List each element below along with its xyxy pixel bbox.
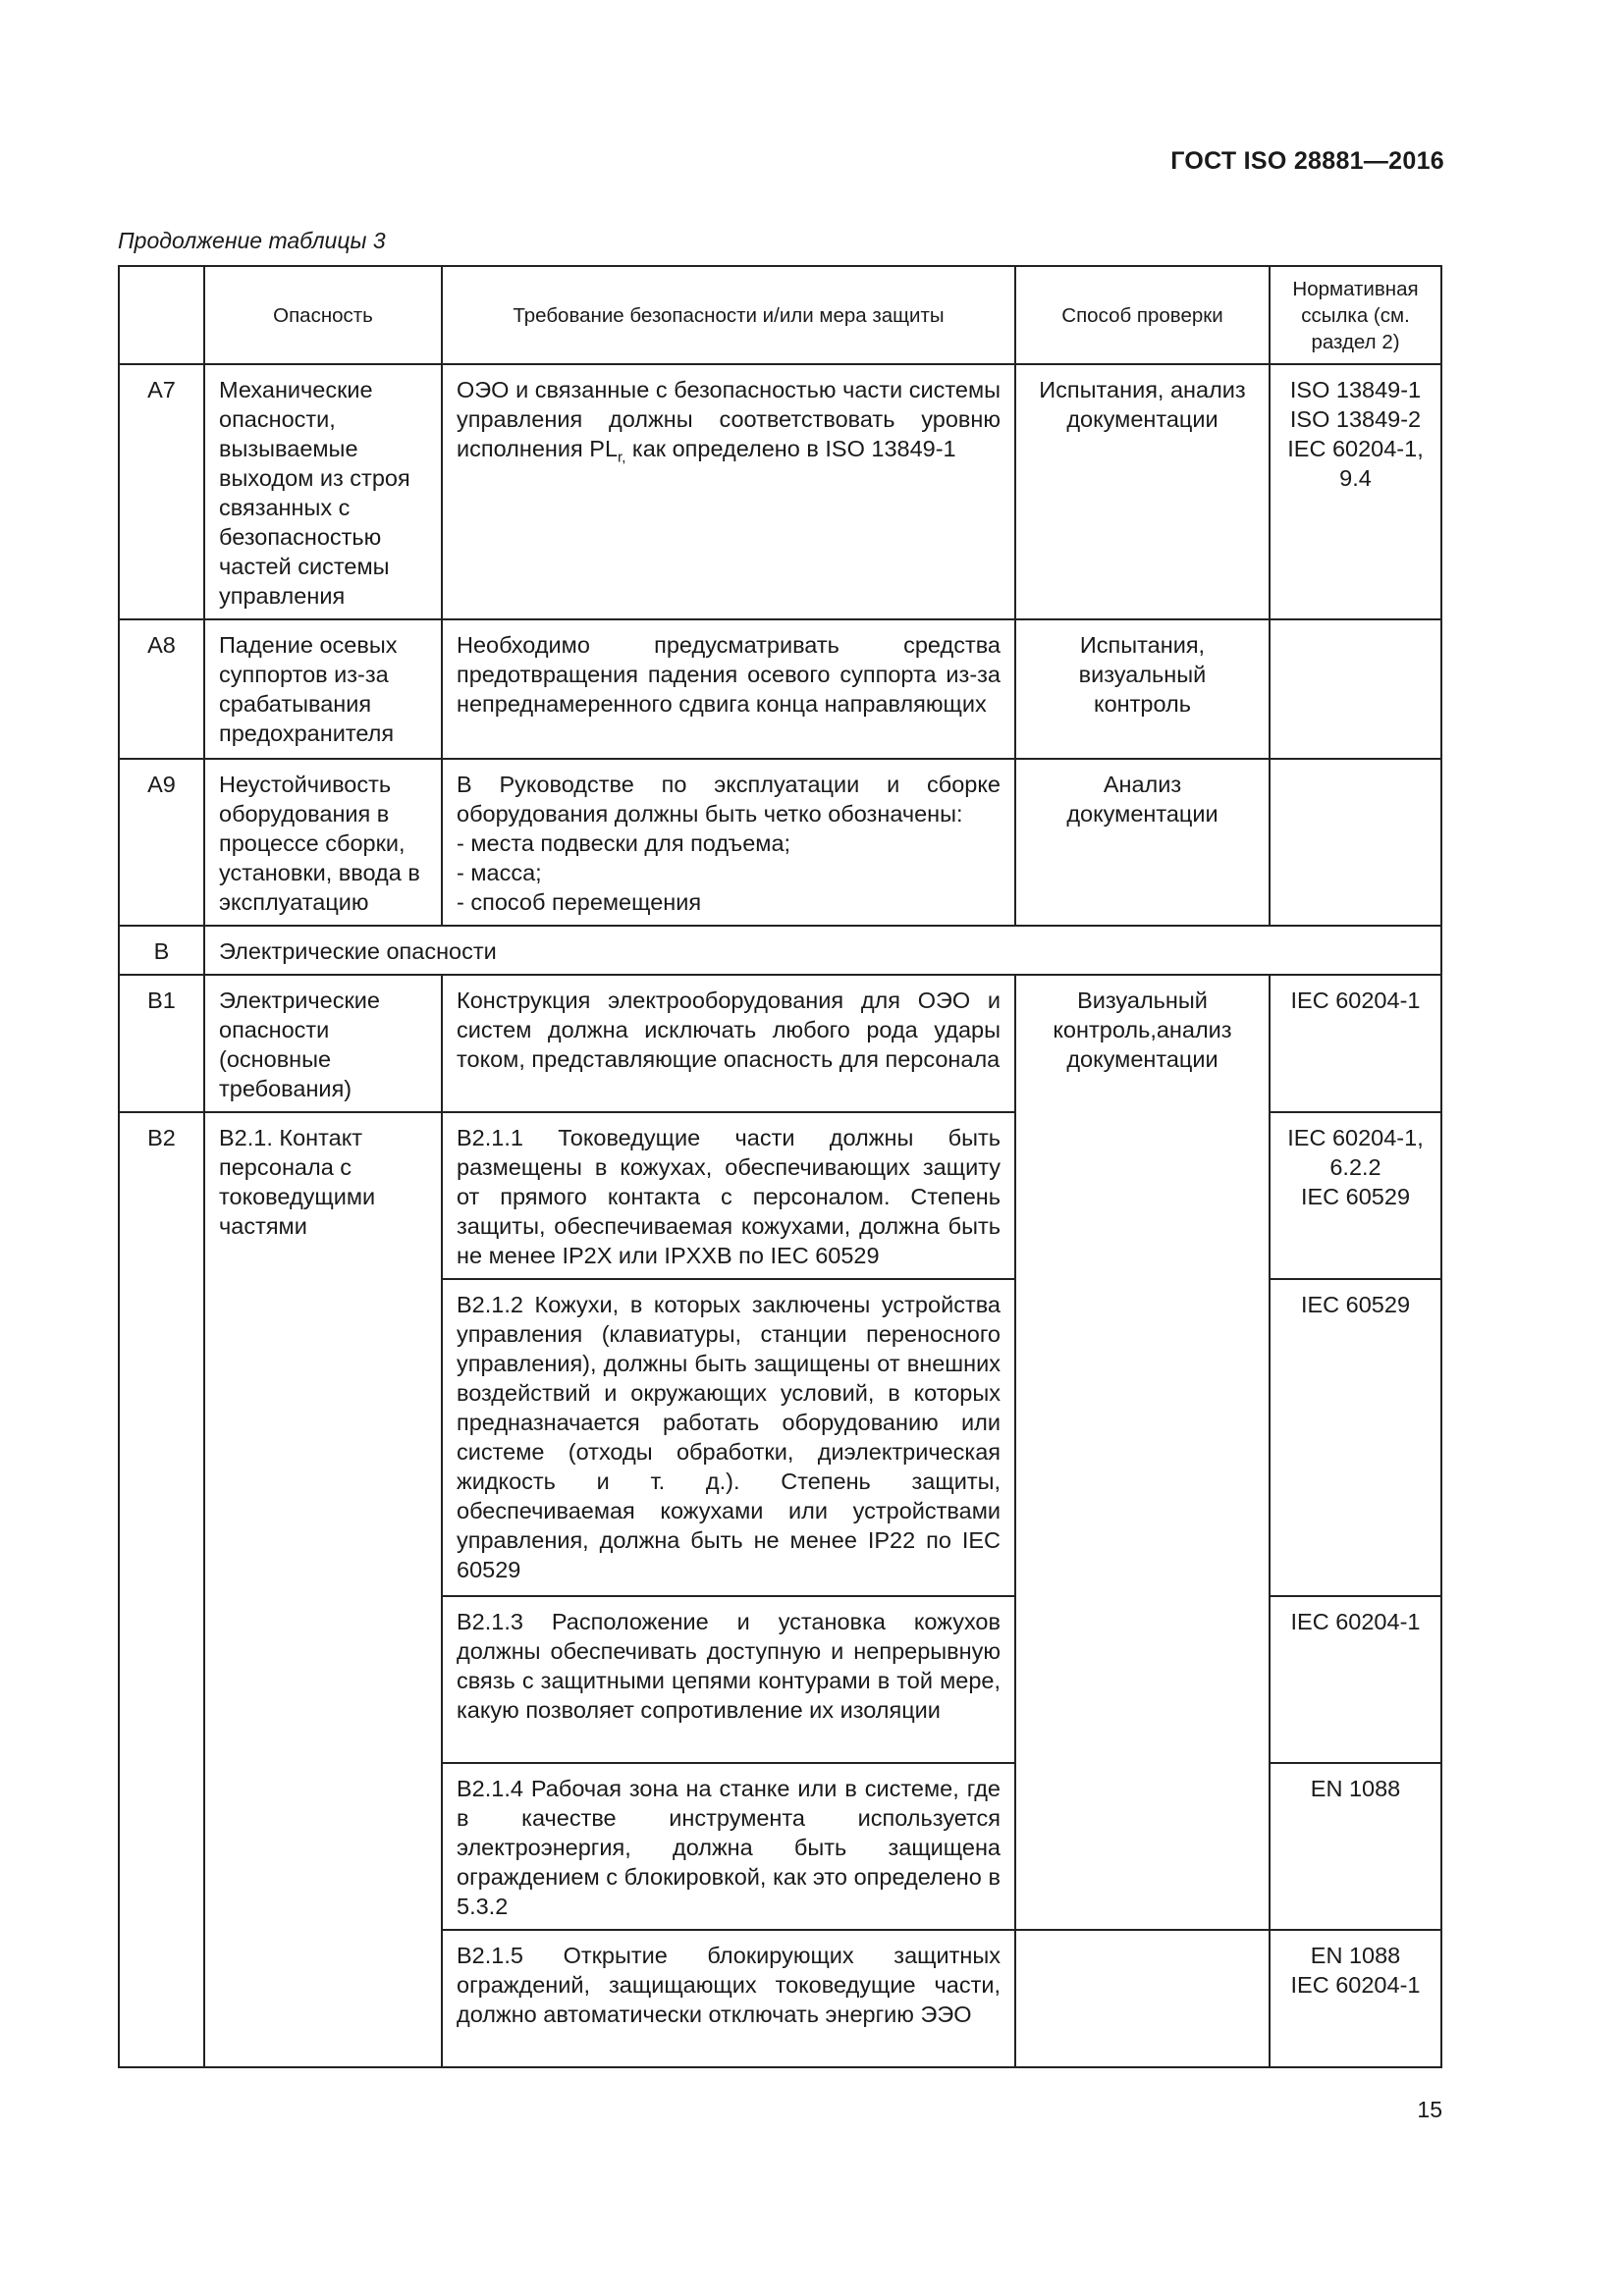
section-title: Электрические опасности [204,926,1441,975]
hazard-cell: В2.1. Контакт персонала с токоведущими частями [204,1112,442,2067]
header-method: Способ проверки [1015,266,1270,364]
reference-cell [1270,619,1441,759]
requirement-cell [442,364,1015,619]
requirement-text-cont: как определено в ISO 13849-1 [625,436,956,461]
list-item: - масса; [457,860,542,885]
table-caption: Продолжение таблицы 3 [118,228,386,253]
reference-line: IEC 60204-1, [1287,436,1424,461]
reference-line: ISO 13849-2 [1289,406,1422,432]
requirement-cell: В2.1.3 Расположение и установка кожухов должны обеспечивать доступную и непрерывную связь с защитными цепями контурами в той мере, какую позволяет сопротивление их изоляции [442,1596,1015,1763]
requirement-cell [442,759,1015,926]
header-hazard: Опасность [204,266,442,364]
hazard-cell: Электрические опасности (основные требования) [204,975,442,1112]
reference-cell [1270,1112,1441,1279]
reference-line: 6.2.2 [1329,1154,1381,1180]
page-number: 15 [1417,2097,1442,2122]
method-cell: Испытания, визуальный контроль [1015,619,1270,759]
reference-line: EN 1088 [1310,1943,1401,1968]
table-row-a9 [119,759,1441,926]
header-requirement: Требование безопасности и/или мера защиты [442,266,1015,364]
reference-cell [1270,364,1441,619]
safety-requirements-table [118,265,1442,2068]
requirement-cell: В2.1.1 Токоведущие части должны быть размещены в кожухах, обеспечивающих защиту от прямого контакта с персоналом. Степень защиты, обеспечиваемая кожухами, должна быть не менее IP2X или IPXXB по IEC 60529 [442,1112,1015,1279]
reference-line: IEC 60204-1 [1290,1972,1421,1998]
requirement-intro: В Руководстве по эксплуатации и сборке оборудования должны быть четко обозначены: [457,772,1001,827]
method-cell: Испытания, анализ документации [1015,364,1270,619]
method-cell [1015,1930,1270,2067]
requirement-cell: Конструкция электрооборудования для ОЭО и систем должна исключать любого рода удары током, представляющие опасность для персонала [442,975,1015,1112]
row-number: А7 [119,364,204,619]
method-cell: Анализ документации [1015,759,1270,926]
hazard-cell: Неустойчивость оборудования в процессе сборки, установки, ввода в эксплуатацию [204,759,442,926]
hazard-cell: Механические опасности, вызываемые выходом из строя связанных с безопасностью частей системы управления [204,364,442,619]
method-cell: Визуальный контроль,анализ документации [1015,975,1270,1930]
row-number: В [119,926,204,975]
requirement-cell: В2.1.5 Открытие блокирующих защитных ограждений, защищающих токоведущие части, должно автоматически отключать энергию ЭЭО [442,1930,1015,2067]
requirement-cell: В2.1.2 Кожухи, в которых заключены устройства управления (клавиатуры, станции переносного управления), должны быть защищены от внешних воздействий и окружающих условий, в которых предназначается работать оборудованию или системе (отходы обработки, диэлектрическая жидкость и т. д.). Степень защиты, обеспечиваемая кожухами или устройствами управления, должна быть не менее IP22 по IEC 60529 [442,1279,1015,1596]
header-number [119,266,204,364]
header-reference: Нормативная ссылка (см. раздел 2) [1270,266,1441,364]
reference-line: ISO 13849-1 [1289,377,1422,402]
reference-line: 9.4 [1339,465,1372,491]
reference-cell: IEC 60204-1 [1270,975,1441,1112]
list-item: - места подвески для подъема; [457,830,791,856]
table-row-a8 [119,619,1441,759]
row-number: А9 [119,759,204,926]
requirement-cell: В2.1.4 Рабочая зона на станке или в системе, где в качестве инструмента используется электроэнергия, должна быть защищена ограждением с блокировкой, как это определено в 5.3.2 [442,1763,1015,1930]
reference-cell [1270,1930,1441,2067]
requirement-list [457,828,1001,917]
document-code: ГОСТ ISO 28881—2016 [1170,147,1444,175]
hazard-cell: Падение осевых суппортов из-за срабатывания предохранителя [204,619,442,759]
reference-cell: IEC 60204-1 [1270,1596,1441,1763]
reference-cell [1270,759,1441,926]
requirement-subscript: r, [618,449,626,466]
list-item: - способ перемещения [457,889,702,915]
table-row-b [119,926,1441,975]
reference-cell: EN 1088 [1270,1763,1441,1930]
table-row-b1 [119,975,1441,1112]
table-header-row [119,266,1441,364]
table-row-a7 [119,364,1441,619]
requirement-cell: Необходимо предусматривать средства предотвращения падения осевого суппорта из-за непреднамеренного сдвига конца направляющих [442,619,1015,759]
reference-cell: IEC 60529 [1270,1279,1441,1596]
row-number: В2 [119,1112,204,2067]
row-number: А8 [119,619,204,759]
reference-line: IEC 60204-1, [1287,1125,1424,1150]
row-number: В1 [119,975,204,1112]
reference-line: IEC 60529 [1300,1184,1411,1209]
requirement-text: ОЭО и связанные с безопасностью части системы управления должны соответствовать уровню исполнения PL [457,377,1001,461]
